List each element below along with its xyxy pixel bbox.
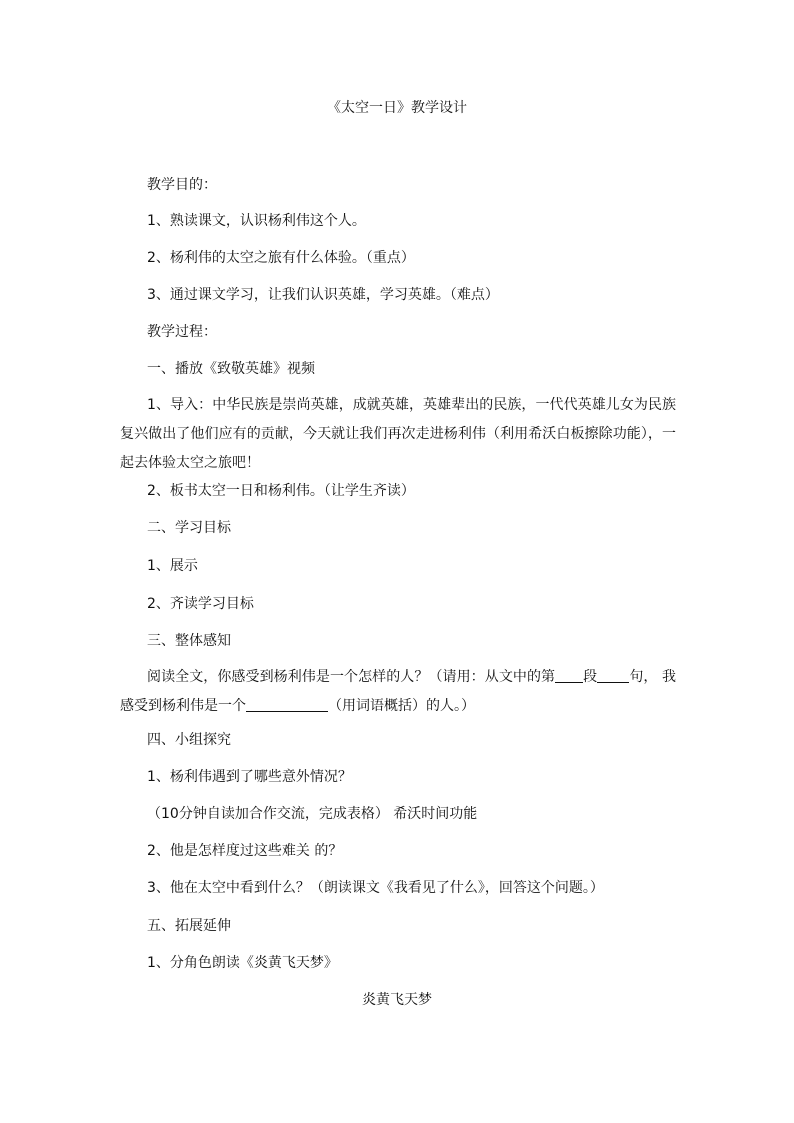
section-4-heading: 四、小组探究 xyxy=(147,732,231,748)
section-4-note: （10分钟自读加合作交流，完成表格） 希沃时间功能 xyxy=(147,806,478,822)
fill-blank-paragraph-number xyxy=(555,668,583,683)
section-3-text-a: 阅读全文，你感受到杨利伟是一个怎样的人？（请用：从文中的第 xyxy=(147,669,556,685)
goal-item-1: 1、熟读课文，认识杨利伟这个人。 xyxy=(147,213,366,229)
goal-item-2: 2、杨利伟的太空之旅有什么体验。（重点） xyxy=(147,250,415,266)
section-3-heading: 三、整体感知 xyxy=(147,633,231,649)
section-4-item-3: 3、他在太空中看到什么？（朗读课文《我看见了什么》，回答这个问题。） xyxy=(147,880,604,896)
section-3-paragraph xyxy=(120,663,676,721)
goal-item-3: 3、通过课文学习，让我们认识英雄，学习英雄。（难点） xyxy=(147,287,499,303)
section-4-item-1: 1、杨利伟遇到了哪些意外情况？ xyxy=(147,769,352,785)
section-1-item-1: 1、导入：中华民族是崇尚英雄，成就英雄，英雄辈出的民族，一代代英雄儿女为民族复兴做出了他们应有的贡献，今天就让我们再次走进杨利伟（利用希沃白板擦除功能），一起去体验太空之旅吧！ xyxy=(120,397,676,471)
section-1-item-2: 2、板书太空一日和杨利伟。（让学生齐读） xyxy=(147,483,415,499)
fill-blank-description-word xyxy=(246,697,328,712)
section-2-item-2: 2、齐读学习目标 xyxy=(147,596,254,612)
section-5-heading: 五、拓展延伸 xyxy=(147,918,231,934)
section-5-item-1: 1、分角色朗读《炎黄飞天梦》 xyxy=(147,955,338,971)
document-title: 《太空一日》教学设计 xyxy=(327,100,467,116)
section-3-text-c: 句， 我感受到杨利伟是一个 xyxy=(120,669,677,714)
section-3-text-d: （用词语概括）的人。） xyxy=(328,698,475,714)
section-4-item-2: 2、他是怎样度过这些难关 的？ xyxy=(147,843,343,859)
process-heading: 教学过程： xyxy=(147,324,217,340)
section-2-heading: 二、学习目标 xyxy=(147,520,231,536)
goals-heading: 教学目的： xyxy=(147,177,217,193)
section-2-item-1: 1、展示 xyxy=(147,558,198,574)
section-3-text-b: 段 xyxy=(583,669,598,685)
section-1-heading: 一、播放《致敬英雄》视频 xyxy=(147,361,315,377)
poem-title: 炎黄飞天梦 xyxy=(362,992,432,1008)
fill-blank-sentence-number xyxy=(597,668,629,683)
